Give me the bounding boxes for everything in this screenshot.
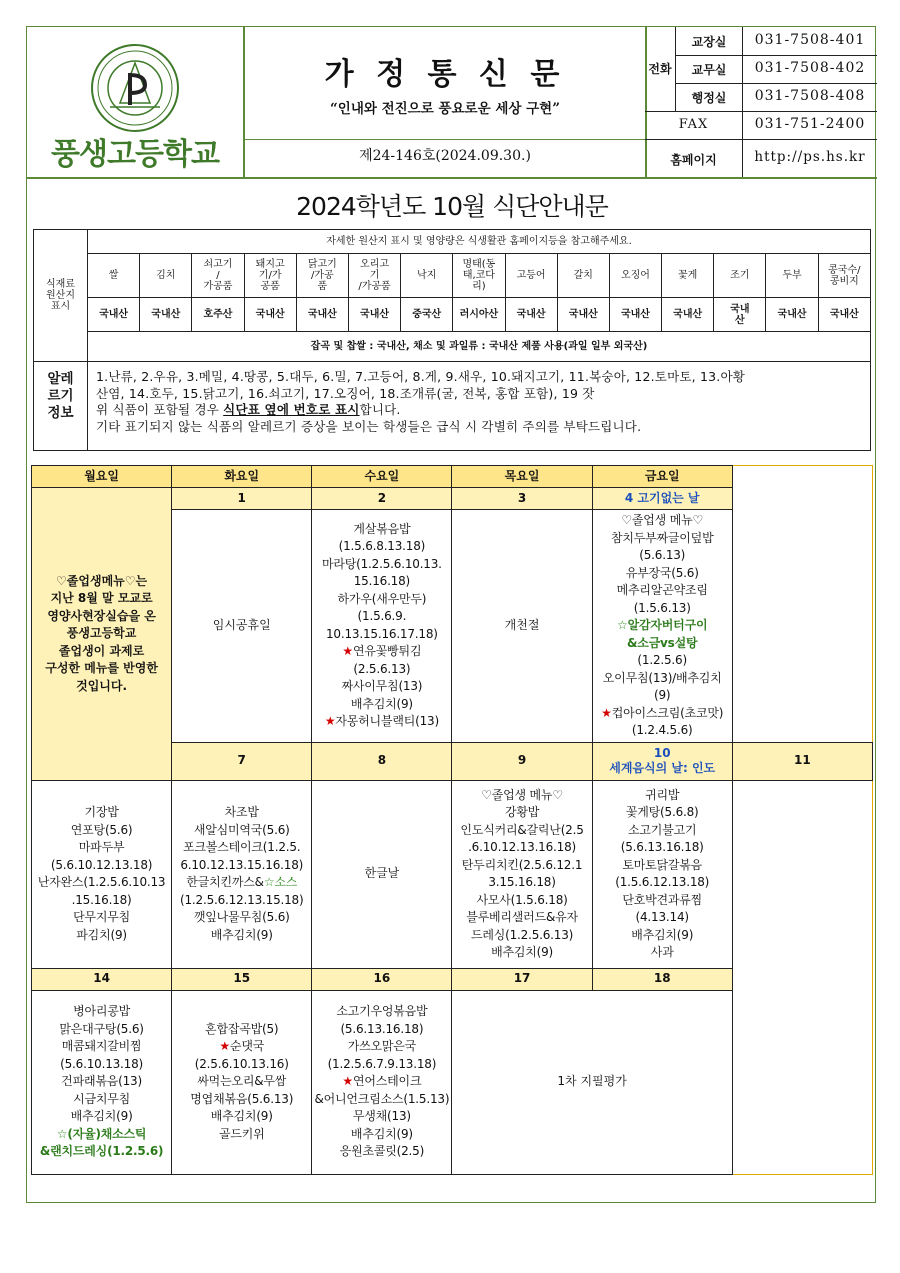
menu-item-text: 연어스테이크 xyxy=(352,1074,422,1089)
contact-line xyxy=(645,111,877,112)
menu-cell xyxy=(312,990,452,1174)
menu-item xyxy=(174,892,309,910)
menu-item-text: 혼합잡곡밥(5) xyxy=(205,1021,279,1036)
menu-item xyxy=(454,857,589,875)
newsletter-title: 가 정 통 신 문 xyxy=(324,57,566,92)
weekday-header xyxy=(32,466,873,488)
menu-item-text: 사과 xyxy=(650,945,674,959)
menu-item-text: 배추김치(9) xyxy=(210,927,273,942)
menu-item-text: 3.15.16.18) xyxy=(488,875,556,889)
menu-item-text: 블루베리샐러드&유자 xyxy=(466,910,578,924)
origin-item-value: 호주산 xyxy=(192,298,244,332)
menu-item xyxy=(314,643,449,678)
menu-item xyxy=(314,556,449,574)
contact-line xyxy=(675,55,877,56)
allergy-line: 산염, 14.호두, 15.닭고기, 16.쇠고기, 17.오징어, 18.조개류(굴, 전복, 홍합 포함), 19 잣 xyxy=(96,385,595,401)
menu-cell xyxy=(172,990,312,1174)
meal-calendar xyxy=(31,465,873,1175)
menu-item xyxy=(454,874,589,892)
menu-item xyxy=(314,1021,449,1039)
menu-item xyxy=(595,617,730,635)
menu-item-text: 드레싱(1.2.5.6.13) xyxy=(470,927,574,942)
menu-item-text: 파김치(9) xyxy=(76,927,127,942)
menu-item xyxy=(34,839,169,857)
menu-item-text: 단무지무침 xyxy=(73,910,131,924)
origin-item-name: 콩국수/ 콩비지 xyxy=(818,254,870,298)
menu-item-text: 맑은대구탕(5.6) xyxy=(59,1021,144,1036)
menu-item-text: 배추김치(9) xyxy=(350,1126,413,1141)
origin-item-values xyxy=(34,298,871,332)
menu-item xyxy=(174,1038,309,1056)
menu-cell xyxy=(592,510,732,743)
menu-item-text: 병아리콩밥 xyxy=(73,1004,131,1019)
origin-item-value: 국내산 xyxy=(505,298,557,332)
menu-item xyxy=(314,713,449,731)
menu-item-text: 매콤돼지갈비찜 xyxy=(61,1039,142,1054)
origin-item-name: 조기 xyxy=(714,254,766,298)
menu-item xyxy=(174,1126,309,1144)
menu-item-text: 강황밥 xyxy=(504,805,540,819)
menu-item xyxy=(595,582,730,600)
menu-item-text: 6.10.12.13.15.16.18) xyxy=(180,857,304,872)
holiday-cell: 임시공휴일 xyxy=(172,510,312,743)
origin-item-name: 쌀 xyxy=(88,254,140,298)
menu-item xyxy=(595,722,730,740)
menu-item xyxy=(595,530,730,548)
menu-item xyxy=(34,1003,169,1021)
menu-item xyxy=(454,909,589,927)
menu-item-highlight: 소스 xyxy=(274,875,298,889)
menu-item-text: 배추김치(9) xyxy=(70,1109,133,1124)
menu-item xyxy=(314,521,449,556)
menu-item xyxy=(454,927,589,945)
menu-item xyxy=(595,652,730,670)
origin-item-name: 닭고기 /가공 품 xyxy=(296,254,348,298)
menu-item xyxy=(174,1091,309,1109)
principal-label: 교장실 xyxy=(691,35,727,49)
menu-item xyxy=(595,787,730,805)
date-number: 10 xyxy=(653,746,671,760)
menu-item-text: 짜사이무침(13) xyxy=(341,679,423,694)
menu-item-text: (2.5.6.10.13.16) xyxy=(194,1056,289,1071)
menu-item-text: .15.16.18) xyxy=(71,892,132,907)
menu-item xyxy=(174,1073,309,1091)
issue-divider xyxy=(245,139,645,140)
menu-item-highlight: &랜치드레싱(1.2.5.6) xyxy=(39,1144,164,1159)
menu-item-text: 싸먹는오리&무쌈 xyxy=(197,1074,287,1089)
menu-item-text: 소고기우엉볶음밥 xyxy=(336,1004,428,1019)
menu-item-text: (5.6.13.16.18) xyxy=(620,840,704,854)
menu-item xyxy=(595,857,730,875)
menu-item-highlight: &소금vs설탕 xyxy=(627,635,698,650)
menu-cell xyxy=(452,780,592,968)
menu-item-text: 게살볶음밥(1.5.6.8.13.18) xyxy=(338,521,426,554)
date-cell: 17 xyxy=(452,968,592,990)
menu-item-text: 단호박견과류찜 xyxy=(622,892,703,907)
star-icon: ★ xyxy=(219,1039,230,1054)
menu-item xyxy=(595,892,730,910)
origin-item-value: 국내산 xyxy=(609,298,661,332)
origin-item-value: 국내산 xyxy=(348,298,400,332)
menu-item-text: 컵아이스크림(초코맛) xyxy=(611,705,724,720)
menu-item xyxy=(34,909,169,927)
date-cell: 16 xyxy=(312,968,452,990)
origin-item-name: 오징어 xyxy=(609,254,661,298)
menu-item-text: 연유꽃빵튀김(2.5.6.13) xyxy=(352,644,422,676)
school-motto: “인내와 전진으로 풍요로운 세상 구현” xyxy=(330,101,560,117)
origin-item-name: 오리고 기 /가공품 xyxy=(348,254,400,298)
menu-item-text: ♡졸업생 메뉴♡ xyxy=(621,513,704,527)
menu-item xyxy=(314,1038,449,1056)
menu-item xyxy=(34,1091,169,1109)
date-cell: 14 xyxy=(32,968,172,990)
date-cell: 8 xyxy=(312,742,452,780)
header-divider xyxy=(27,177,877,179)
menu-item xyxy=(595,635,730,653)
menu-item xyxy=(595,874,730,892)
contact-line xyxy=(645,139,877,140)
newsletter-page xyxy=(26,26,876,1203)
origin-table xyxy=(33,229,871,362)
menu-item-text: (1.2.5.6.7.9.13.18) xyxy=(327,1056,437,1071)
menu-cell xyxy=(32,990,172,1174)
menu-item-text: &어니언크림소스(1.5.13) xyxy=(314,1091,450,1106)
menu-item-text: 새알심미역국(5.6) xyxy=(193,822,290,837)
star-icon: ★ xyxy=(342,1074,353,1089)
holiday-cell: 한글날 xyxy=(312,780,452,968)
menu-item-text: 메추리알곤약조림 xyxy=(616,583,708,597)
menu-item-text: 배추김치(9) xyxy=(210,1109,273,1124)
star-icon: ★ xyxy=(342,644,353,659)
note-line: 풍생고등학교 xyxy=(66,626,137,640)
menu-item xyxy=(314,1126,449,1144)
menu-item-text: (5.6.10.12.13.18) xyxy=(50,857,153,872)
academic-phone: 031-7508-402 xyxy=(754,60,866,76)
menu-item xyxy=(595,927,730,945)
menu-item xyxy=(595,944,730,962)
date-cell: 9 xyxy=(452,742,592,780)
date-cell: 2 xyxy=(312,488,452,510)
menu-item-text: 건파래볶음(13) xyxy=(61,1074,142,1089)
allergy-line: 1.난류, 2.우유, 3.메밀, 4.땅콩, 5.대두, 6.밀, 7.고등어, 8.게, 9.새우, 10.돼지고기, 11.복숭아, 12.토마토, 13.아황 xyxy=(96,369,745,384)
school-seal-icon xyxy=(90,43,180,133)
date-cell xyxy=(592,742,732,780)
menu-item xyxy=(34,1056,169,1074)
origin-item-value: 국내산 xyxy=(244,298,296,332)
menu-item xyxy=(454,839,589,857)
menu-item-text: 한글치킨까스& xyxy=(186,875,264,889)
menu-item-text: 소고기불고기 xyxy=(628,822,697,837)
menu-item-text: (1.2.5.6.12.13.15.18) xyxy=(179,892,304,907)
menu-item-text: 토마토닭갈볶음 xyxy=(622,857,703,872)
menu-item-text: 배추김치(9) xyxy=(491,945,554,959)
admin-label: 행정실 xyxy=(691,91,727,105)
menu-item-text: 포크볼스테이크(1.2.5. xyxy=(183,840,301,854)
note-line: 지난 8월 말 모교로 xyxy=(50,591,153,605)
menu-item xyxy=(314,573,449,591)
origin-item-value: 국내산 xyxy=(818,298,870,332)
menu-item xyxy=(34,1021,169,1039)
homepage-label: 홈페이지 xyxy=(670,153,717,167)
weekday-cell: 월요일 xyxy=(32,466,172,488)
menu-item xyxy=(595,600,730,618)
weekday-cell: 화요일 xyxy=(172,466,312,488)
origin-item-value: 국내산 xyxy=(140,298,192,332)
menu-item xyxy=(34,1073,169,1091)
menu-item-text: 10.13.15.16.17.18) xyxy=(326,626,438,641)
origin-side-label: 식재료 원산지 표시 xyxy=(34,230,88,362)
star-icon: ★ xyxy=(324,714,336,729)
fax-number: 031-751-2400 xyxy=(754,116,866,132)
date-cell: 1 xyxy=(172,488,312,510)
menu-item-text: 차조밥 xyxy=(224,805,259,819)
phone-label: 전화 xyxy=(648,62,672,76)
menu-item-text: 깻잎나물무침(5.6) xyxy=(193,910,290,924)
menu-item xyxy=(595,565,730,583)
note-line: 영양사현장실습을 온 xyxy=(47,608,156,623)
menu-item-text: 배추김치(9) xyxy=(350,696,413,711)
origin-item-value: 국내 산 xyxy=(714,298,766,332)
origin-item-name: 김치 xyxy=(140,254,192,298)
menu-item xyxy=(34,1143,169,1161)
origin-footer: 잡곡 및 찹쌀 : 국내산, 채소 및 과일류 : 국내산 제품 사용(과일 일부 외국산) xyxy=(88,332,871,362)
exam-cell: 1차 지필평가 xyxy=(452,990,732,1174)
date-cell: 18 xyxy=(592,968,732,990)
menu-cell xyxy=(312,510,452,743)
menu-item-text: 순댓국 xyxy=(229,1039,265,1054)
menu-item-text: 골드키위 xyxy=(218,1126,265,1141)
menu-item-text: 15.16.18) xyxy=(353,574,411,589)
menu-item xyxy=(314,1108,449,1126)
origin-item-value: 국내산 xyxy=(766,298,818,332)
origin-item-value: 중국산 xyxy=(401,298,453,332)
note-line: ♡졸업생메뉴♡는 xyxy=(56,573,148,588)
menu-item xyxy=(34,822,169,840)
menu-item xyxy=(595,909,730,927)
school-logo xyxy=(27,27,243,177)
menu-cell xyxy=(172,780,312,968)
menu-item-text: 난자완스(1.2.5.6.10.13 xyxy=(37,875,166,889)
menu-item xyxy=(314,1003,449,1021)
issue-number: 제24-146호(2024.09.30.) xyxy=(359,148,531,164)
origin-note: 자세한 원산지 표시 및 영양량은 식생활관 홈페이지등을 참고해주세요. xyxy=(88,230,871,254)
menu-item-text: 오이무침(13)/배추김치(9) xyxy=(602,670,722,702)
menu-item xyxy=(595,705,730,723)
origin-item-value: 국내산 xyxy=(662,298,714,332)
menu-item-text: 인도식커리&갈릭난(2.5 xyxy=(460,822,584,837)
menu-item xyxy=(34,927,169,945)
menu-item-text: 자몽허니블랙티(13) xyxy=(335,714,439,729)
menu-item xyxy=(34,804,169,822)
menu-item-text: 명엽채볶음(5.6.13) xyxy=(190,1091,294,1106)
menu-item xyxy=(454,787,589,805)
menu-item xyxy=(34,1126,169,1144)
special-day-label: 세계음식의 날: 인도 xyxy=(609,761,716,775)
origin-item-name: 낙지 xyxy=(401,254,453,298)
menu-item xyxy=(454,892,589,910)
menu-item xyxy=(174,874,309,892)
menu-item-highlight: 알감자버터구이 xyxy=(627,618,708,632)
menu-item xyxy=(174,822,309,840)
menu-item-text: (5.6.13) xyxy=(639,548,686,562)
menu-item-text: 하가우(새우만두)(1.5.6.9. xyxy=(337,591,427,624)
menu-item-text: 마파두부 xyxy=(78,840,125,854)
date-cell: 15 xyxy=(172,968,312,990)
star-outline-icon: ☆ xyxy=(617,618,628,632)
weekday-cell: 수요일 xyxy=(312,466,452,488)
menu-item xyxy=(595,670,730,705)
star-outline-icon: ☆ xyxy=(263,875,275,889)
admin-phone: 031-7508-408 xyxy=(754,88,866,104)
weekday-cell: 금요일 xyxy=(592,466,732,488)
origin-item-name: 쇠고기 / 가공품 xyxy=(192,254,244,298)
menu-title: 2024학년도 10월 식단안내문 xyxy=(296,192,608,221)
menu-item xyxy=(34,1108,169,1126)
star-outline-icon: ☆ xyxy=(56,1126,68,1141)
note-line: 구성한 메뉴를 반영한 xyxy=(45,661,158,675)
menu-item xyxy=(454,804,589,822)
allergy-highlight: 식단표 옆에 번호로 표시 xyxy=(223,402,360,417)
menu-item-text: (5.6.13.16.18) xyxy=(340,1021,424,1036)
menu-item xyxy=(314,678,449,696)
menu-item xyxy=(174,857,309,875)
origin-item-value: 러시아산 xyxy=(453,298,505,332)
menu-item-text: 탄두리치킨(2.5.6.12.1 xyxy=(461,857,583,872)
origin-item-value: 국내산 xyxy=(557,298,609,332)
date-cell: 11 xyxy=(732,742,872,780)
menu-item-text: 참치두부짜글이덮밥 xyxy=(610,530,714,545)
menu-item-text: (1.2.5.6) xyxy=(637,653,687,667)
origin-item-names xyxy=(34,254,871,298)
menu-item-text: 배추김치(9) xyxy=(631,927,694,942)
menu-item xyxy=(595,804,730,822)
origin-item-name: 명태(동 태,코다 리) xyxy=(453,254,505,298)
menu-item xyxy=(314,696,449,714)
menu-item xyxy=(174,909,309,927)
allergy-side-label: 알레 르기 정보 xyxy=(34,362,88,450)
note-line: 졸업생이 과제로 xyxy=(58,643,145,658)
menu-item-highlight: (자율)채소스틱 xyxy=(67,1126,147,1141)
menu-item xyxy=(34,857,169,875)
homepage-url[interactable]: http://ps.hs.kr xyxy=(754,149,866,165)
menu-item xyxy=(595,547,730,565)
fax-label: FAX xyxy=(678,117,709,132)
allergy-text xyxy=(96,369,866,435)
menu-item-text: 시금치무침 xyxy=(73,1091,131,1106)
date-cell: 4 고기없는 날 xyxy=(592,488,732,510)
menu-item-text: 사모사(1.5.6.18) xyxy=(476,892,568,907)
origin-item-name: 꽃게 xyxy=(662,254,714,298)
menu-item-text: (5.6.10.13.18) xyxy=(60,1056,144,1071)
menu-item xyxy=(454,822,589,840)
menu-item-text: (4.13.14) xyxy=(635,910,689,924)
menu-item-text: 유부장국(5.6) xyxy=(625,565,699,580)
menu-item xyxy=(34,874,169,892)
menu-item xyxy=(314,591,449,626)
origin-item-name: 갈치 xyxy=(557,254,609,298)
menu-item xyxy=(314,1091,449,1109)
holiday-cell: 개천절 xyxy=(452,510,592,743)
allergy-line xyxy=(96,402,866,419)
menu-item xyxy=(314,1056,449,1074)
menu-item-text: 응원초콜릿(2.5) xyxy=(339,1144,425,1159)
allergy-line-text: 위 식품이 포함될 경우 xyxy=(96,402,224,417)
contact-line xyxy=(675,83,877,84)
menu-item-text: (1.5.6.13) xyxy=(633,600,691,615)
date-cell: 7 xyxy=(172,742,312,780)
menu-item-text: 연포탕(5.6) xyxy=(70,822,133,837)
allergy-line: 기타 표기되지 않는 식품의 알레르기 증상을 보이는 학생들은 급식 시 각별히 주의를 부탁드립니다. xyxy=(96,418,642,434)
allergy-line-text: 합니다. xyxy=(359,402,401,417)
menu-item xyxy=(174,1108,309,1126)
academic-label: 교무실 xyxy=(691,63,727,77)
star-icon: ★ xyxy=(601,705,612,720)
menu-item xyxy=(314,626,449,644)
menu-item xyxy=(174,839,309,857)
school-name: 풍생고등학교 xyxy=(51,137,219,172)
menu-cell xyxy=(32,780,172,968)
menu-item xyxy=(34,892,169,910)
menu-item xyxy=(34,1038,169,1056)
menu-item xyxy=(174,1056,309,1074)
menu-item xyxy=(314,1143,449,1161)
graduate-menu-note xyxy=(32,488,172,781)
menu-cell xyxy=(592,780,732,968)
menu-item-text: 기장밥 xyxy=(84,805,119,819)
origin-item-value: 국내산 xyxy=(88,298,140,332)
date-cell: 3 xyxy=(452,488,592,510)
note-line: 것입니다. xyxy=(76,678,128,693)
menu-item-text: 꽃게탕(5.6.8) xyxy=(625,805,699,819)
menu-item xyxy=(174,804,309,822)
menu-item-text: 마라탕(1.2.5.6.10.13. xyxy=(321,556,442,571)
menu-item xyxy=(454,944,589,962)
menu-item xyxy=(174,927,309,945)
weekday-cell: 목요일 xyxy=(452,466,592,488)
allergy-info xyxy=(33,361,871,451)
origin-item-name: 두부 xyxy=(766,254,818,298)
menu-item-text: ♡졸업생 메뉴♡ xyxy=(481,787,563,802)
menu-item xyxy=(595,822,730,840)
menu-item xyxy=(595,839,730,857)
origin-item-name: 고등어 xyxy=(505,254,557,298)
menu-item xyxy=(174,1021,309,1039)
origin-item-value: 국내산 xyxy=(296,298,348,332)
menu-item-text: (1.5.6.12.13.18) xyxy=(615,875,710,889)
menu-item xyxy=(595,512,730,530)
menu-item-text: 귀리밥 xyxy=(645,787,680,802)
menu-item-text: 무생채(13) xyxy=(352,1109,411,1124)
menu-item xyxy=(314,1073,449,1091)
origin-item-name: 돼지고 기/가 공품 xyxy=(244,254,296,298)
menu-item-text: (1.2.4.5.6) xyxy=(631,723,693,737)
principal-phone: 031-7508-401 xyxy=(754,32,866,48)
menu-item-text: .6.10.12.13.16.18) xyxy=(468,840,577,854)
menu-item-text: 가쓰오맑은국 xyxy=(347,1039,417,1054)
